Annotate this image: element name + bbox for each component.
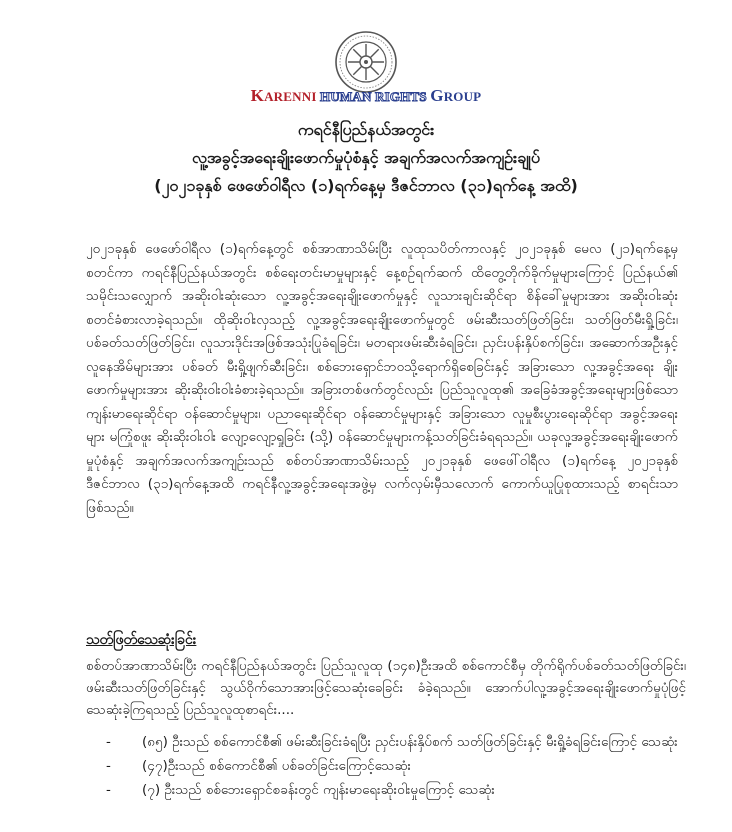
list-item-text: (၄၇)ဦးသည် စစ်ကောင်စီ၏ ပစ်ခတ်ခြင်းကြောင့်သေဆုံး — [142, 758, 411, 774]
document-title — [40, 116, 692, 200]
bullet-dash: - — [106, 782, 111, 798]
intro-paragraph: ၂၀၂၁ခုနှစ် ဖေဖော်ဝါရီလ (၁)ရက်နေ့တွင် စစ်အာဏာသိမ်းပြီး လူထုသပိတ်ကာလနှင့် ၂၀၂၁ခုနှစ် မေလ (၂၁)ရက်နေ့မှ စတင်ကာ ကရင်နီပြည်နယ်အတွင်း စစ်ရေးတင်းမာမှုများနှင့် နေ့စဉ်ရက်ဆက် ထိတွေ့တိုက်ခိုက်မှုများကြောင့် ပြည်နယ်၏ သမိုင်းသလျှောက် အဆိုးဝါးဆုံးသော လူ့အခွင့်အရေးချိုးဖောက်မှုနှင့် လူသားချင်းဆိုင်ရာ စိန်ခေါ်မှုများအား အဆိုးဝါးဆုံး စတင်ခံစားလာခဲ့ရသည်။ ထိုဆိုးဝါးလှသည့် လူ့အခွင့်အရေးချိုးဖောက်မှုတွင် ဖမ်းဆီးသတ်ဖြတ်ခြင်း၊ သတ်ဖြတ်မီးရှို့ခြင်း၊ ပစ်ခတ်သတ်ဖြတ်ခြင်း၊ လူသားဒိုင်းအဖြစ်အသုံးပြုခံရခြင်း၊ မတရားဖမ်းဆီးခံရခြင်း၊ ညှင်းပန်းနှိပ်စက်ခြင်း၊ အဆောက်အဦးနှင့် လူနေအိမ်များအား ပစ်ခတ် မီးရှို့ဖျက်ဆီးခြင်း၊ စစ်ဘေးရှောင်ဘဝသို့ရောက်ရှိစေခြင်းနှင့် အခြားသော လူ့အခွင့်အရေး ချိုးဖောက်မှုများအား ဆိုးဆိုးဝါးဝါးခံစားခဲ့ရသည်။ အခြားတစ်ဖက်တွင်လည်း ပြည်သူလူထု၏ အခြေခံအခွင့်အရေးများဖြစ်သော ကျန်းမာရေးဆိုင်ရာ ဝန်ဆောင်မှုများ၊ ပညာရေးဆိုင်ရာ ဝန်ဆောင်မှုများနှင့် အခြားသော လူမှုစီးပွားရေးဆိုင်ရာ အခွင့်အရေးများ မကြုံစဖူး ဆိုးဆိုးဝါးဝါး လျော့လျော့ရှုခြင်း (သို့) ဝန်ဆောင်မှုများကန့်သတ်ခြင်းခံရရသည်။ ယခုလူ့အခွင့်အရေးချိုးဖောက်မှုပုံစံနှင့် အချက်အလက်အကျဉ်းသည် စစ်တပ်အာဏာသိမ်းသည့် ၂၀၂၁ခုနှစ် ဖေဖေါ်ဝါရီလ (၁)ရက်နေ့ ၂၀၂၁ခုနှစ် ဒီဇင်ဘာလ (၃၁)ရက်နေ့အထိ ကရင်နီလူ့အခွင့်အရေးအဖွဲ့မှ လက်လှမ်းမှီသလောက် ကောက်ယူပြုစုထားသည့် စာရင်းသာဖြစ်သည်။ — [86, 241, 678, 516]
bullet-dash: - — [106, 758, 111, 774]
list-item-text: (၇) ဦးသည် စစ်ဘေးရှောင်စခန်းတွင် ကျန်းမာရေးဆိုးဝါးမှုကြောင့် သေဆုံး — [142, 782, 495, 798]
org-name-karenni: ARENNI — [264, 89, 321, 104]
list-item — [106, 755, 686, 777]
title-line-3: (၂၀၂၁ခုနှစ် ဖေဖော်ဝါရီလ (၁)ရက်နေ့မှ ဒီဇင်ဘာလ (၃၁)ရက်နေ့ အထိ) — [154, 176, 578, 195]
title-line-1: ကရင်နီပြည်နယ်အတွင်း — [297, 120, 435, 139]
org-name-k: K — [250, 86, 265, 105]
seal-logo-icon — [334, 30, 398, 94]
org-name — [0, 86, 732, 106]
bullet-dash: - — [106, 734, 111, 750]
section-paragraph: စစ်တပ်အာဏာသိမ်းပြီး ကရင်နီပြည်နယ်အတွင်း ပြည်သူလူထု (၁၄၈)ဦးအထိ စစ်ကောင်စီမှ တိုက်ရိုက်ပစ်ခတ်သတ်ဖြတ်ခြင်း၊ ဖမ်းဆီးသတ်ဖြတ်ခြင်းနှင့် သွယ်ဝိုက်သောအားဖြင့်သေဆုံးခေခြင်း ခံခဲ့ရသည်။ အောက်ပါလူ့အခွင့်အရေးချိုးဖောက်မှုပုံဖြင့် သေဆုံးခဲ့ကြရသည့် ပြည်သူလူထုစာရင်း.... — [86, 658, 686, 718]
list-item-text: (၈၅) ဦးသည် စစ်ကောင်စီ၏ ဖမ်းဆီးခြင်းခံရပြီး ညှင်းပန်းနှိပ်စက် သတ်ဖြတ်ခြင်းနှင့် မီးရှို့ခံရခြင်းကြောင့် သေဆုံး — [142, 734, 678, 750]
org-name-g: G — [430, 86, 444, 105]
casualty-list — [106, 731, 686, 803]
org-name-human-rights: HUMAN RIGHTS — [320, 89, 431, 104]
title-line-2: လူ့အခွင့်အရေးချိုးဖောက်မှုပုံစံနှင့် အချက်အလက်အကျဉ်းချုပ် — [191, 148, 541, 167]
org-name-group: ROUP — [443, 89, 482, 104]
list-item — [106, 731, 686, 753]
logo — [0, 30, 732, 94]
section-heading: သတ်ဖြတ်သေဆုံးခြင်း — [86, 632, 197, 648]
list-item — [106, 779, 686, 801]
